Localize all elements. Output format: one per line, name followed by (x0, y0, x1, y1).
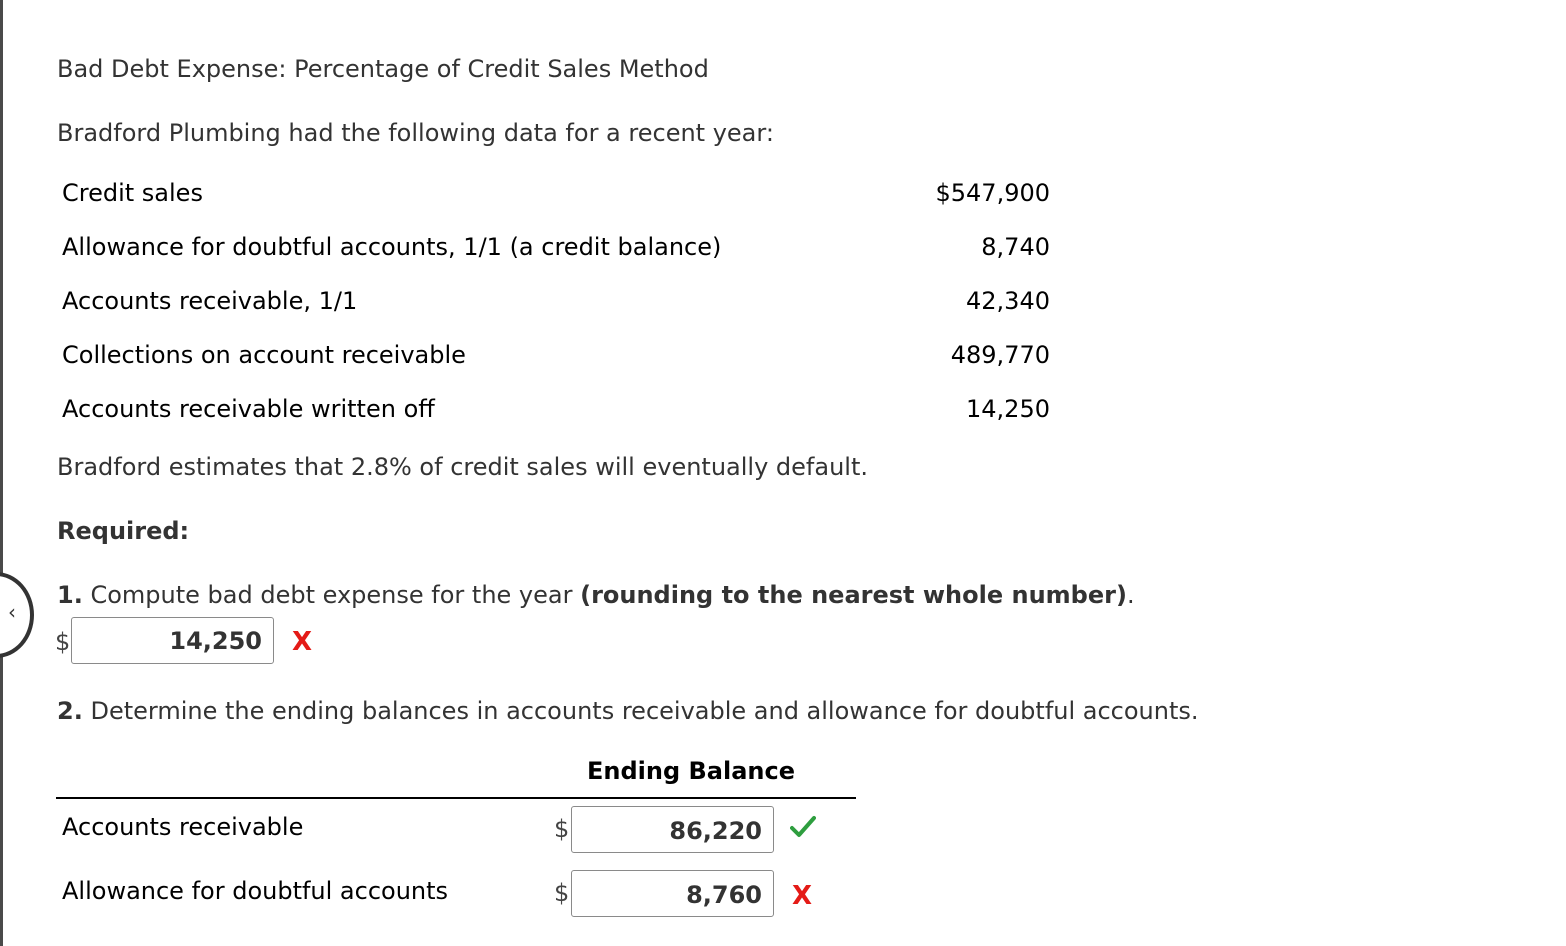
data-row-label: Allowance for doubtful accounts, 1/1 (a credit balance) (62, 233, 722, 261)
allowance-ending-input[interactable]: 8,760 (571, 870, 774, 917)
currency-symbol: $ (554, 815, 570, 843)
data-row (62, 179, 1050, 209)
question-2-text: Determine the ending balances in accounts receivable and allowance for doubtful accounts. (90, 697, 1199, 725)
currency-symbol: $ (554, 879, 570, 907)
problem-title: Bad Debt Expense: Percentage of Credit Sales Method (57, 55, 709, 83)
bad-debt-expense-input[interactable]: 14,250 (71, 617, 274, 664)
column-header-ending-balance: Ending Balance (587, 757, 796, 785)
data-row-value: $547,900 (935, 179, 1050, 207)
data-row-label: Credit sales (62, 179, 203, 207)
question-1-text: Compute bad debt expense for the year (90, 581, 581, 609)
table-header-divider (56, 797, 856, 799)
row-label-accounts-receivable: Accounts receivable (62, 813, 304, 841)
chevron-left-icon: ‹ (8, 600, 16, 624)
currency-symbol: $ (55, 628, 71, 656)
row-label-allowance: Allowance for doubtful accounts (62, 877, 449, 905)
question-1-end: . (1126, 581, 1135, 609)
data-row (62, 341, 1050, 371)
required-heading: Required: (57, 517, 190, 545)
data-row (62, 233, 1050, 263)
data-row (62, 287, 1050, 317)
check-icon-graphic (790, 815, 816, 839)
x-icon: X (792, 881, 813, 911)
question-1-emphasis: (rounding to the nearest whole number) (580, 581, 1127, 609)
data-row-label: Accounts receivable, 1/1 (62, 287, 358, 315)
data-row (62, 395, 1050, 425)
question-2 (57, 697, 1199, 725)
left-border (0, 0, 3, 946)
data-row-value: 8,740 (981, 233, 1050, 261)
data-row-label: Accounts receivable written off (62, 395, 435, 423)
estimate-text: Bradford estimates that 2.8% of credit sales will eventually default. (57, 453, 868, 481)
x-icon: X (292, 627, 313, 657)
data-row-value: 42,340 (966, 287, 1050, 315)
data-row-label: Collections on account receivable (62, 341, 466, 369)
check-icon (790, 815, 816, 842)
data-row-value: 489,770 (950, 341, 1050, 369)
accounts-receivable-ending-input[interactable]: 86,220 (571, 806, 774, 853)
problem-intro: Bradford Plumbing had the following data for a recent year: (57, 119, 774, 147)
data-row-value: 14,250 (966, 395, 1050, 423)
side-tab-toggle[interactable] (0, 572, 34, 658)
question-2-number: 2. (57, 697, 83, 725)
question-1 (57, 581, 1135, 609)
question-1-number: 1. (57, 581, 83, 609)
